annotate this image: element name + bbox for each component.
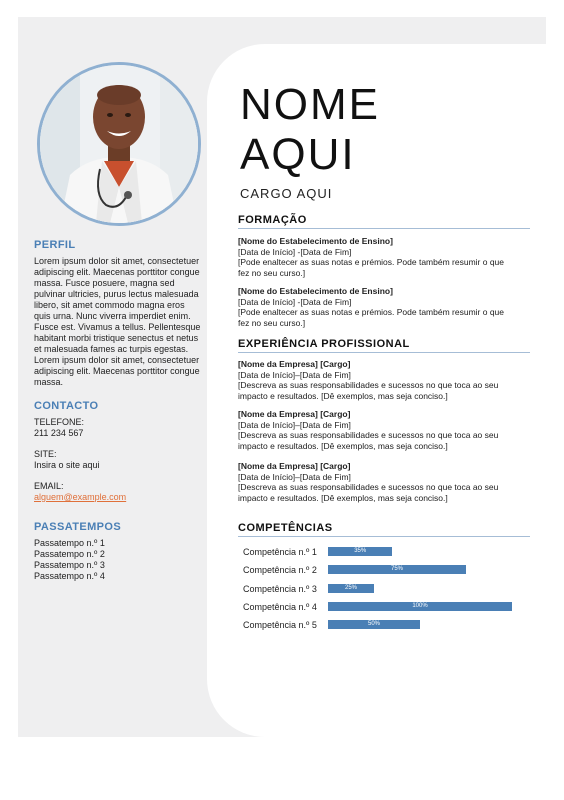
skill-row [243, 601, 523, 613]
company-role: [Nome da Empresa] [Cargo] [238, 409, 351, 419]
site-value: Insira o site aqui [34, 460, 100, 470]
email-link[interactable]: alguem@example.com [34, 492, 127, 502]
experience-entry [238, 359, 538, 401]
skill-row [243, 619, 523, 631]
job-title: CARGO AQUI [240, 186, 333, 201]
phone-label: TELEFONE: [34, 417, 85, 427]
skill-level-bar: 50% [328, 620, 420, 629]
experience-description: [Descreva as suas responsabilidades e sucessos no que toca ao seu [238, 430, 499, 440]
name-line-2: AQUI [240, 130, 356, 179]
education-dates: [Data de Início] -[Data de Fim] [238, 246, 352, 257]
skill-row [243, 564, 523, 576]
education-entry [238, 236, 538, 278]
education-description: [Pode enaltecer as suas notas e prémios. Pode também resumir o que [238, 257, 505, 267]
experience-description: impacto e resultados. [Dê exemplos, mas seja conciso.] [238, 440, 448, 451]
education-heading: FORMAÇÃO [238, 214, 530, 229]
skill-row [243, 546, 523, 558]
experience-description: impacto e resultados. [Dê exemplos, mas seja conciso.] [238, 390, 448, 401]
experience-entry [238, 461, 538, 503]
profile-section [34, 240, 202, 388]
profile-text: Lorem ipsum dolor sit amet, consectetuer adipiscing elit. Maecenas porttitor congue massa. Fusce posuere, magna sed pulvinar ultricies, purus lectus malesuada libero, sit amet commodo magna eros quis urna. Nunc viverra imperdiet enim. Fusce est. Vivamus a tellus. Pellentesque habitant morbi tristique senectus et netus et malesuada fames ac turpis egestas. Lorem ipsum dolor sit amet, consectetuer adipiscing elit. Maecenas porttitor congue massa. [34, 256, 201, 387]
skills-heading: COMPETÊNCIAS [238, 522, 530, 537]
skill-name: Competência n.º 4 [243, 602, 317, 612]
experience-description: impacto e resultados. [Dê exemplos, mas seja conciso.] [238, 492, 448, 503]
hobby-item: Passatempo n.º 4 [34, 571, 105, 581]
email-label: EMAIL: [34, 481, 64, 491]
skill-name: Competência n.º 1 [243, 547, 317, 557]
skill-level-bar: 25% [328, 584, 374, 593]
profile-heading: PERFIL [34, 239, 76, 251]
hobbies-heading: PASSATEMPOS [34, 521, 122, 533]
experience-description: [Descreva as suas responsabilidades e sucessos no que toca ao seu [238, 482, 499, 492]
skill-level-bar: 75% [328, 565, 466, 574]
experience-dates: [Data de Início]–[Data de Fim] [238, 369, 351, 380]
school-name: [Nome do Estabelecimento de Ensino] [238, 286, 393, 296]
experience-heading: EXPERIÊNCIA PROFISSIONAL [238, 338, 530, 353]
education-description: [Pode enaltecer as suas notas e prémios. Pode também resumir o que [238, 307, 505, 317]
skill-name: Competência n.º 2 [243, 565, 317, 575]
experience-entry [238, 409, 538, 451]
school-name: [Nome do Estabelecimento de Ensino] [238, 236, 393, 246]
contact-section [34, 401, 202, 503]
experience-description: [Descreva as suas responsabilidades e sucessos no que toca ao seu [238, 380, 499, 390]
skill-name: Competência n.º 3 [243, 584, 317, 594]
company-role: [Nome da Empresa] [Cargo] [238, 359, 351, 369]
profile-photo [37, 62, 201, 226]
skill-level-bar: 100% [328, 602, 512, 611]
skill-level-bar: 35% [328, 547, 392, 556]
profile-photo-image [40, 65, 198, 223]
hobby-item: Passatempo n.º 1 [34, 538, 105, 548]
company-role: [Nome da Empresa] [Cargo] [238, 461, 351, 471]
education-description: fez no seu curso.] [238, 317, 306, 328]
experience-dates: [Data de Início]–[Data de Fim] [238, 419, 351, 430]
skill-row [243, 583, 523, 595]
education-description: fez no seu curso.] [238, 267, 306, 278]
education-dates: [Data de Início] -[Data de Fim] [238, 296, 352, 307]
phone-value: 211 234 567 [34, 428, 84, 438]
hobbies-section [34, 522, 202, 582]
person-name [240, 80, 380, 180]
skill-name: Competência n.º 5 [243, 620, 317, 630]
experience-dates: [Data de Início]–[Data de Fim] [238, 471, 351, 482]
education-entry [238, 286, 538, 328]
contact-heading: CONTACTO [34, 400, 99, 412]
site-label: SITE: [34, 449, 57, 459]
hobby-item: Passatempo n.º 3 [34, 560, 105, 570]
name-line-1: NOME [240, 80, 380, 129]
hobby-item: Passatempo n.º 2 [34, 549, 105, 559]
